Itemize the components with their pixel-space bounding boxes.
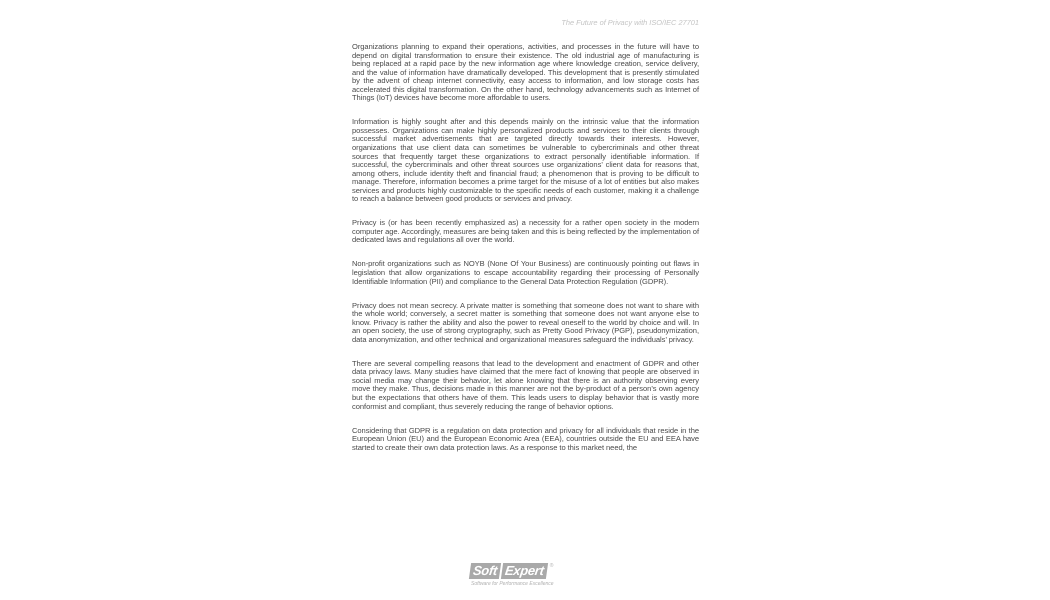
paragraph-noyb: Non-profit organizations such as NOYB (None Of Your Business) are continuously pointing out flaws in legislation that allow organizations to escape accountability regarding their processing of Personally Identifiable Information (PII) and compliance to the General Data Protection Regulation (GDPR). — [352, 259, 699, 286]
paragraph-privacy-necessity: Privacy is (or has been recently emphasized as) a necessity for a rather open society in the modern computer age. Accordingly, measures are being taken and this is being reflected by the implementation of dedicated laws and regulations all over the world. — [352, 218, 699, 245]
logo-tagline: Software for Performance Excellence — [471, 581, 554, 587]
paragraph-digital-transformation: Organizations planning to expand their operations, activities, and processes in the future will have to depend on digital transformation to ensure their existence. The old industrial age of manufacturing is being replaced at a rapid pace by the new information age where knowledge creation, service delivery, and the value of information have dramatically developed. This development that is presently stimulated by the advent of cheap internet connectivity, easy access to information, and low storage costs has accelerated this digital transformation. On the other hand, technology advancements such as Internet of Things (IoT) devices have become more affordable to users. — [352, 42, 699, 103]
logo-word-soft: Soft — [469, 563, 501, 579]
paragraph-privacy-secrecy: Privacy does not mean secrecy. A private matter is something that someone does not want to share with the whole world; conversely, a secret matter is something that someone does not want anyone else to know. Privacy is rather the ability and also the power to reveal oneself to the world by choice and will. In an open society, the use of strong cryptography, such as Pretty Good Privacy (PGP), pseudonymization, data anonymization, and other technical and organizational measures safeguard the individuals’ privacy. — [352, 300, 699, 344]
running-header: The Future of Privacy with ISO/IEC 27701 — [561, 18, 699, 27]
registered-mark-icon: ® — [549, 563, 554, 569]
logo-word-expert: Expert — [501, 563, 548, 579]
paragraph-information-value: Information is highly sought after and this depends mainly on the intrinsic value that the information possesses. Organizations can make highly personalized products and services to their clients through successful market advertisements that are targeted directly towards their interests. However, organizations that use client data can sometimes be vulnerable to cybercriminals and other threat sources that frequently target these organizations to extract personally identifiable information. If successful, the cybercriminals and other threat sources use organizations’ client data for reasons that, among others, include identity theft and financial fraud; a phenomenon that is proving to be difficult to manage. Therefore, information becomes a prime target for the misuse of a lot of entities but also makes services and products highly customizable to the specific needs of each customer, making it a challenge to reach a balance between good products or services and privacy. — [352, 117, 699, 204]
paragraph-gdpr-scope: Considering that GDPR is a regulation on data protection and privacy for all individuals that reside in the European Union (EU) and the European Economic Area (EEA), countries outside the EU and EEA have started to create their own data protection laws. As a response to this market need, the — [352, 425, 699, 452]
paragraph-gdpr-reasons: There are several compelling reasons that lead to the development and enactment of GDPR and other data privacy laws. Many studies have claimed that the mere fact of knowing that people are observed in social media may change their behavior, let alone knowing that there is an authority observing every move they make. Thus, decisions made in this manner are not the by-product of a person’s own agency but the expectations that others have of them. This leads users to display behavior that is vastly more conformist and compliant, thus severely reducing the range of behavior options. — [352, 358, 699, 411]
body-text — [352, 43, 699, 468]
softexpert-logo — [470, 563, 580, 597]
